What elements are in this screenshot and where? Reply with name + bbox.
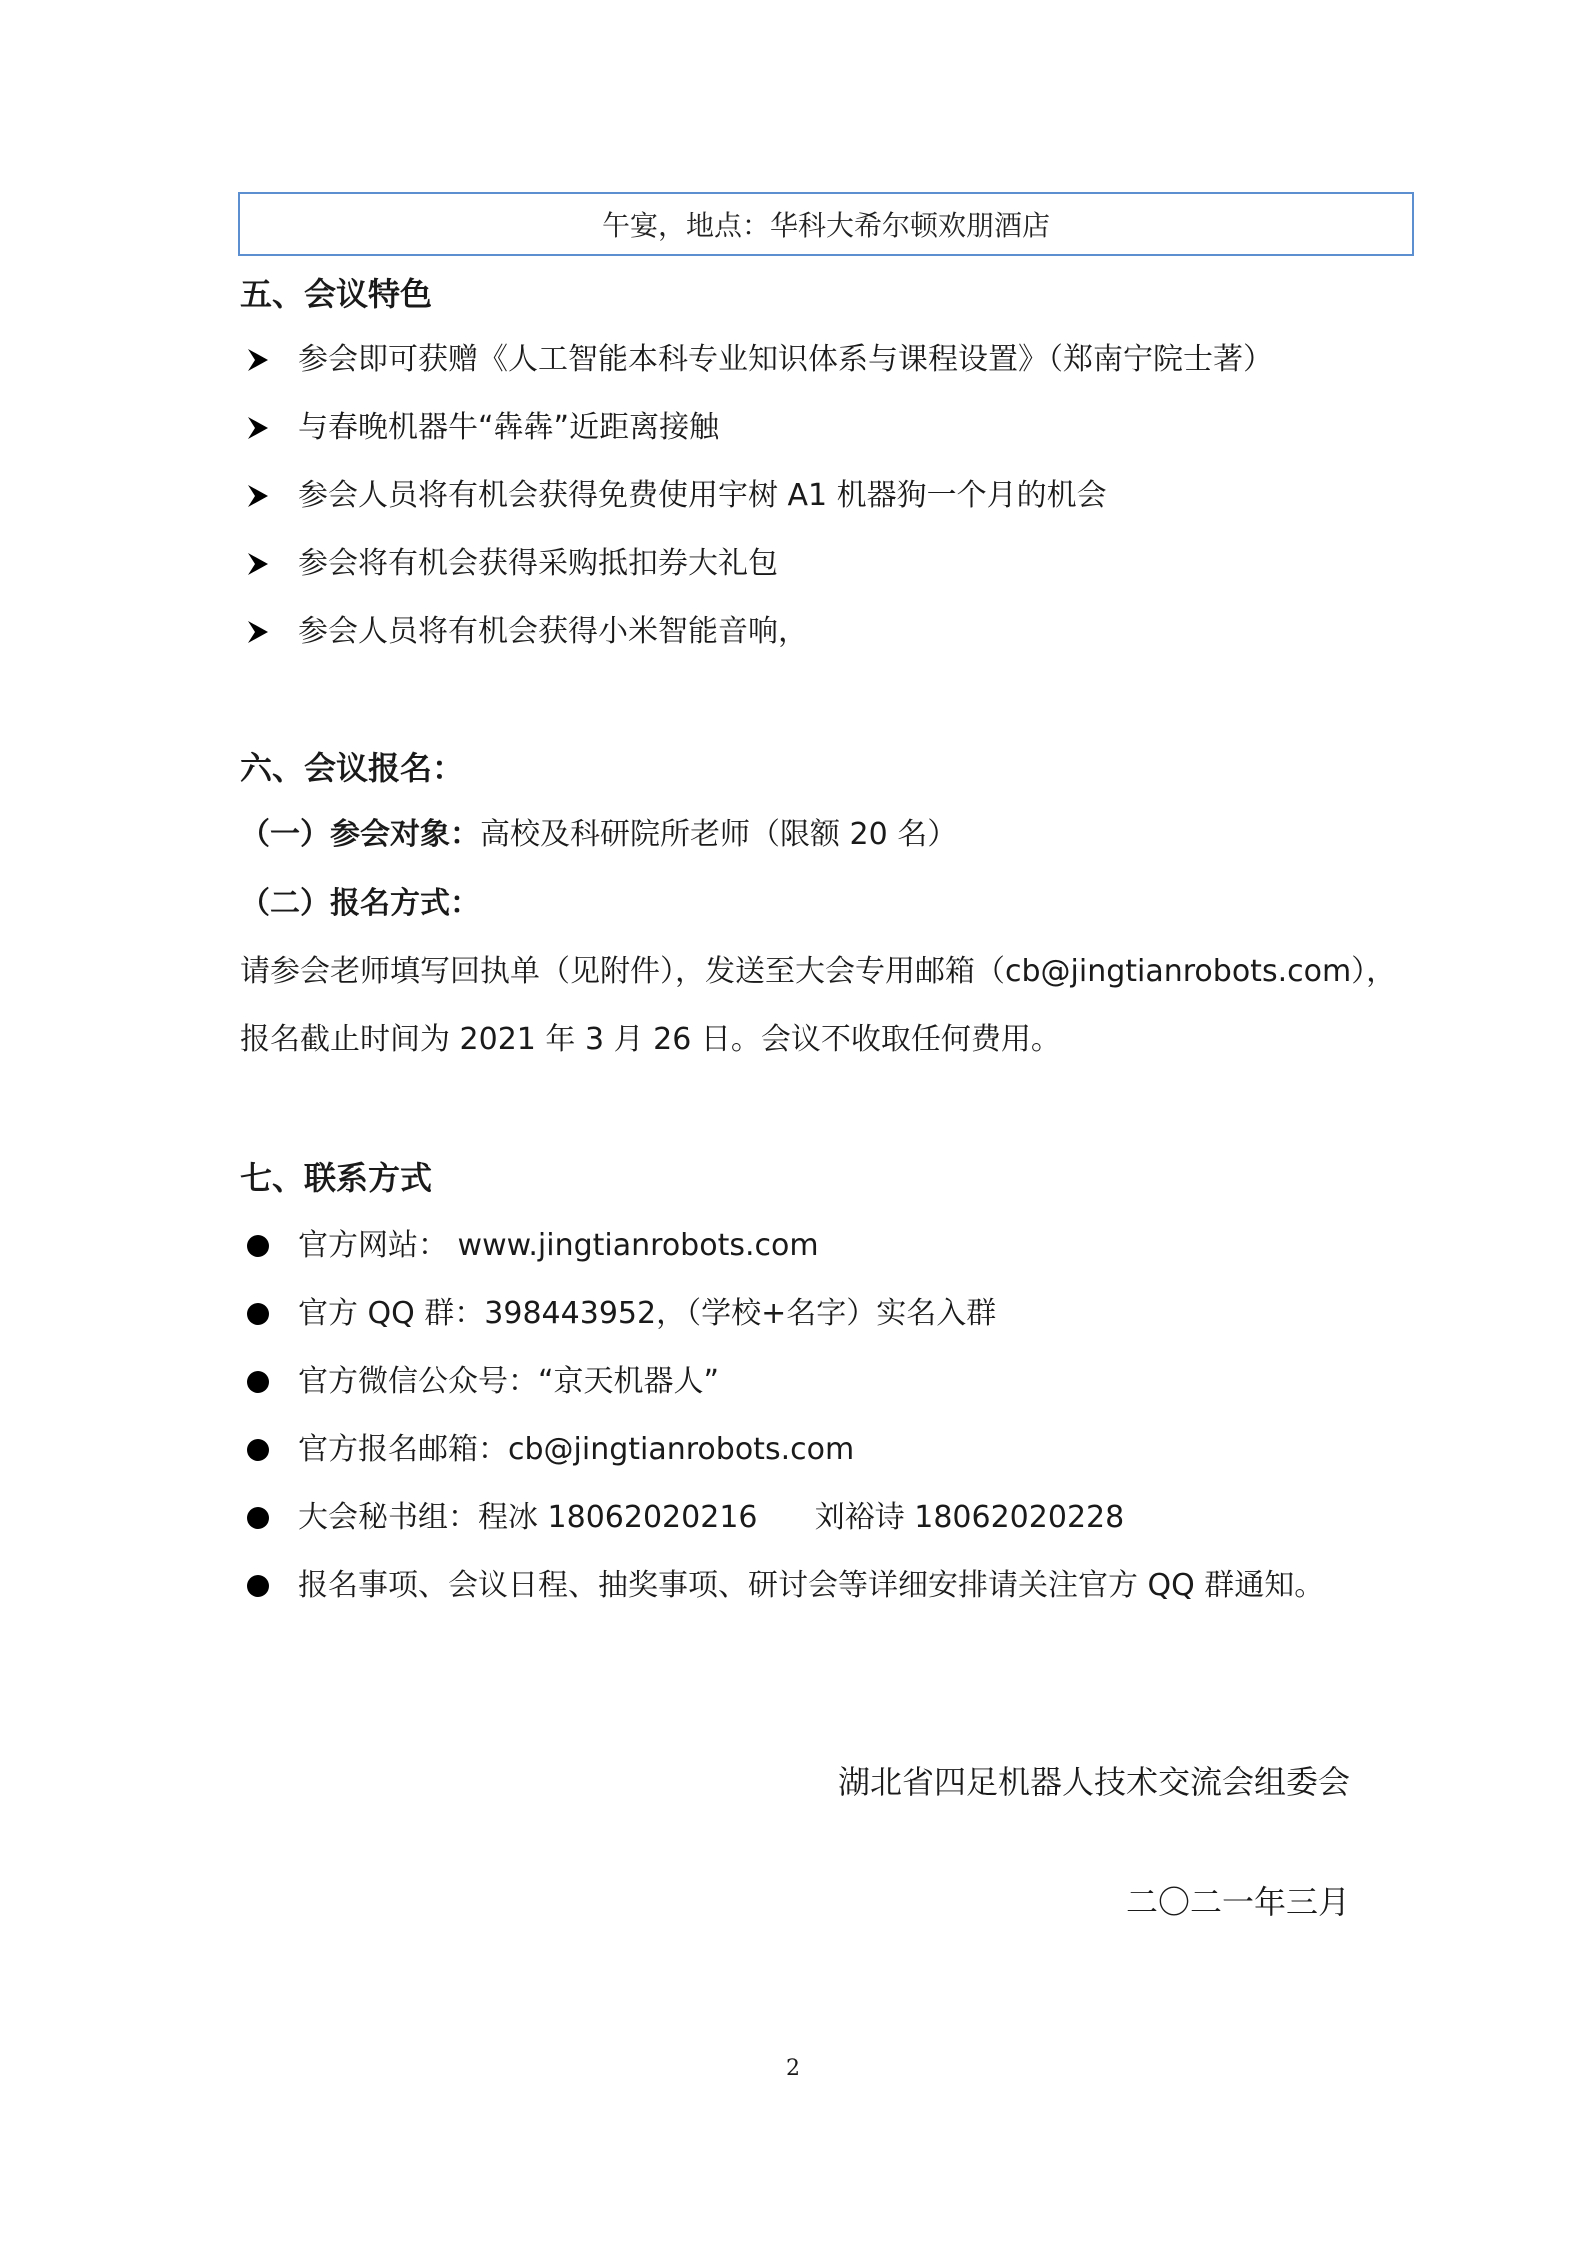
section-7-heading: 七、联系方式 <box>240 1159 433 1197</box>
audience-line <box>240 815 957 855</box>
section-6-heading: 六、会议报名： <box>240 749 465 787</box>
arrowhead-bullet-icon <box>240 612 276 652</box>
arrowhead-bullet-icon <box>240 340 276 380</box>
page-number: 2 <box>786 2056 800 2081</box>
contact-item-text: 官方网站： www.jingtianrobots.com <box>298 1228 819 1263</box>
feature-item-text: 参会即可获赠《人工智能本科专业知识体系与课程设置》（郑南宁院士著） <box>298 342 1273 377</box>
schedule-row-text: 午宴，地点：华科大希尔顿欢朋酒店 <box>601 209 1050 242</box>
contact-item-text: 大会秘书组：程冰 18062020216 刘裕诗 18062020228 <box>298 1500 1125 1535</box>
feature-item-text: 参会人员将有机会获得免费使用宇树 A1 机器狗一个月的机会 <box>298 478 1107 513</box>
contact-item-text: 报名事项、会议日程、抽奖事项、研讨会等详细安排请关注官方 QQ 群通知。 <box>298 1568 1325 1603</box>
filled-circle-bullet-icon <box>240 1498 276 1538</box>
filled-circle-bullet-icon <box>240 1362 276 1402</box>
filled-circle-bullet-icon <box>240 1226 276 1266</box>
feature-item-text: 参会人员将有机会获得小米智能音响， <box>298 614 808 649</box>
audience-text: 高校及科研院所老师（限额 20 名） <box>480 817 958 852</box>
schedule-table-last-row <box>238 192 1414 256</box>
method-label: （二）报名方式： <box>240 886 480 921</box>
contact-item-text: 官方报名邮箱：cb@jingtianrobots.com <box>298 1432 855 1467</box>
method-text-line-2: 报名截止时间为 2021 年 3 月 26 日。会议不收取任何费用。 <box>240 1022 1061 1057</box>
filled-circle-bullet-icon <box>240 1566 276 1606</box>
arrowhead-bullet-icon <box>240 476 276 516</box>
method-text-line-1: 请参会老师填写回执单（见附件），发送至大会专用邮箱（cb@jingtianrobots.com）， <box>240 954 1397 989</box>
feature-item-text: 参会将有机会获得采购抵扣券大礼包 <box>298 546 778 581</box>
contact-item-text: 官方微信公众号：“京天机器人” <box>298 1364 720 1399</box>
filled-circle-bullet-icon <box>240 1294 276 1334</box>
arrowhead-bullet-icon <box>240 544 276 584</box>
method-label-line <box>240 884 480 924</box>
feature-item-text: 与春晚机器牛“犇犇”近距离接触 <box>298 410 720 445</box>
arrowhead-bullet-icon <box>240 408 276 448</box>
signature-organization: 湖北省四足机器人技术交流会组委会 <box>837 1763 1350 1801</box>
audience-label: （一）参会对象： <box>240 817 480 852</box>
contact-item-text: 官方 QQ 群：398443952，（学校+名字）实名入群 <box>298 1296 997 1331</box>
section-5-heading: 五、会议特色 <box>240 275 433 313</box>
filled-circle-bullet-icon <box>240 1430 276 1470</box>
signature-date: 二〇二一年三月 <box>1125 1883 1350 1921</box>
